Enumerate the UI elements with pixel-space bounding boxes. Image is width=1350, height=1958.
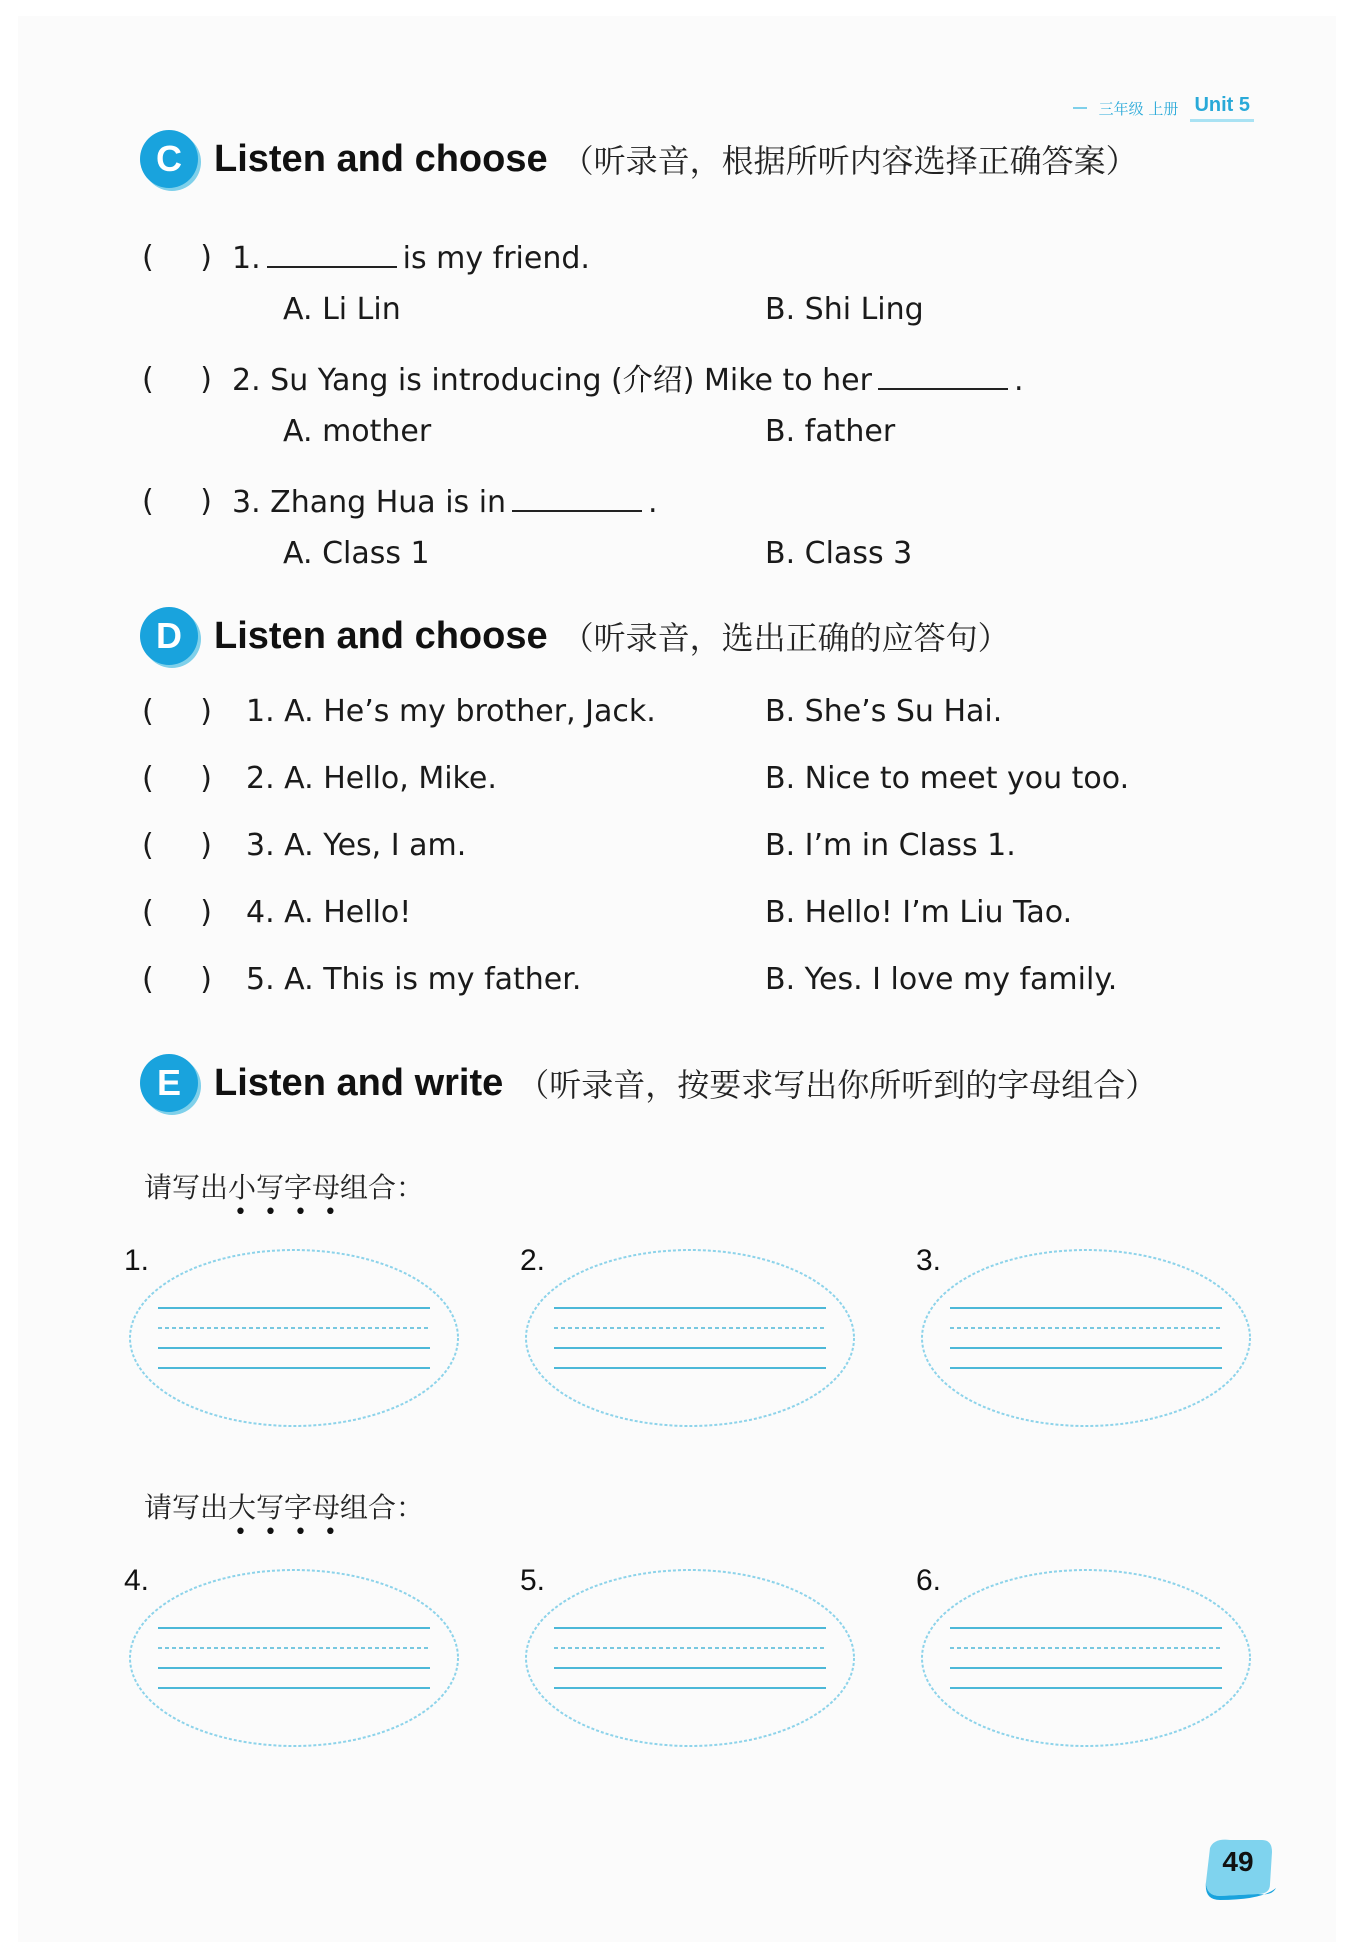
emphasis-dots: •••• — [234, 1200, 354, 1225]
answer-parens[interactable]: ( ) — [142, 694, 212, 729]
write-oval-4[interactable] — [124, 1564, 464, 1764]
writing-lines — [916, 1244, 1256, 1444]
c-question-3 — [142, 480, 1242, 523]
oval-number: 4. — [124, 1564, 150, 1597]
write-oval-2[interactable] — [520, 1244, 860, 1444]
oval-number: 2. — [520, 1244, 546, 1277]
grade-label: 三年级 上册 — [1098, 99, 1179, 118]
uppercase-label: 请写出大写字母组合： — [144, 1491, 425, 1524]
oval-number: 6. — [916, 1564, 942, 1597]
option-b: B. Class 3 — [765, 536, 913, 571]
section-c-title-zh: （听录音，根据所听内容选择正确答案） — [561, 142, 1138, 180]
writing-lines — [124, 1564, 464, 1764]
section-e-badge: E — [140, 1054, 198, 1112]
option-a: 2. A. Hello, Mike. — [246, 761, 497, 796]
answer-parens[interactable]: ( ) — [142, 483, 212, 519]
c-question-2 — [142, 358, 1242, 401]
answer-parens[interactable]: ( ) — [142, 962, 212, 997]
unit-label: Unit 5 — [1190, 94, 1254, 122]
oval-number: 1. — [124, 1244, 150, 1277]
option-a: A. Li Lin — [283, 292, 401, 327]
section-e-title — [140, 1054, 1157, 1112]
section-c-badge: C — [140, 130, 198, 188]
c-question-1 — [142, 236, 1242, 279]
section-d-title — [140, 607, 1010, 665]
section-e-title-zh: （听录音，按要求写出你所听到的字母组合） — [517, 1066, 1158, 1104]
question-text: 2. Su Yang is introducing (介绍) Mike to her . — [232, 358, 1024, 401]
option-b: B. father — [765, 414, 896, 449]
option-a: 4. A. Hello! — [246, 895, 412, 930]
option-b: B. I’m in Class 1. — [765, 828, 1016, 863]
lowercase-label: 请写出小写字母组合： — [144, 1171, 425, 1204]
emphasis-dots: •••• — [234, 1520, 354, 1545]
option-b: B. She’s Su Hai. — [765, 694, 1003, 729]
answer-parens[interactable]: ( ) — [142, 361, 212, 397]
write-oval-3[interactable] — [916, 1244, 1256, 1444]
writing-lines — [916, 1564, 1256, 1764]
answer-blank[interactable] — [267, 236, 397, 268]
header-rule — [1073, 107, 1087, 109]
question-text: 3. Zhang Hua is in . — [232, 480, 658, 523]
option-a: A. Class 1 — [283, 536, 430, 571]
option-b: B. Yes. I love my family. — [765, 962, 1118, 997]
page-number: 49 — [1222, 1846, 1254, 1877]
option-a: 1. A. He’s my brother, Jack. — [246, 694, 656, 729]
section-d-badge: D — [140, 607, 198, 665]
answer-parens[interactable]: ( ) — [142, 761, 212, 796]
oval-number: 5. — [520, 1564, 546, 1597]
option-b: B. Nice to meet you too. — [765, 761, 1130, 796]
section-c-title-en: Listen and choose — [214, 137, 548, 180]
option-a: A. mother — [283, 414, 432, 449]
answer-blank[interactable] — [512, 480, 642, 512]
answer-blank[interactable] — [878, 358, 1008, 390]
unit-header — [1073, 94, 1254, 122]
writing-lines — [124, 1244, 464, 1444]
section-d-title-en: Listen and choose — [214, 614, 548, 657]
page-number-badge — [1200, 1836, 1276, 1900]
section-c-title — [140, 130, 1138, 188]
option-a: 3. A. Yes, I am. — [246, 828, 467, 863]
writing-lines — [520, 1564, 860, 1764]
workbook-page — [18, 16, 1336, 1942]
writing-lines — [520, 1244, 860, 1444]
write-oval-5[interactable] — [520, 1564, 860, 1764]
question-text: 1. is my friend. — [232, 236, 590, 279]
section-e-title-en: Listen and write — [214, 1061, 504, 1104]
oval-number: 3. — [916, 1244, 942, 1277]
answer-parens[interactable]: ( ) — [142, 895, 212, 930]
option-b: B. Shi Ling — [765, 292, 924, 327]
option-b: B. Hello! I’m Liu Tao. — [765, 895, 1073, 930]
answer-parens[interactable]: ( ) — [142, 828, 212, 863]
answer-parens[interactable]: ( ) — [142, 239, 212, 275]
write-oval-1[interactable] — [124, 1244, 464, 1444]
option-a: 5. A. This is my father. — [246, 962, 582, 997]
section-d-title-zh: （听录音，选出正确的应答句） — [561, 619, 1010, 657]
write-oval-6[interactable] — [916, 1564, 1256, 1764]
